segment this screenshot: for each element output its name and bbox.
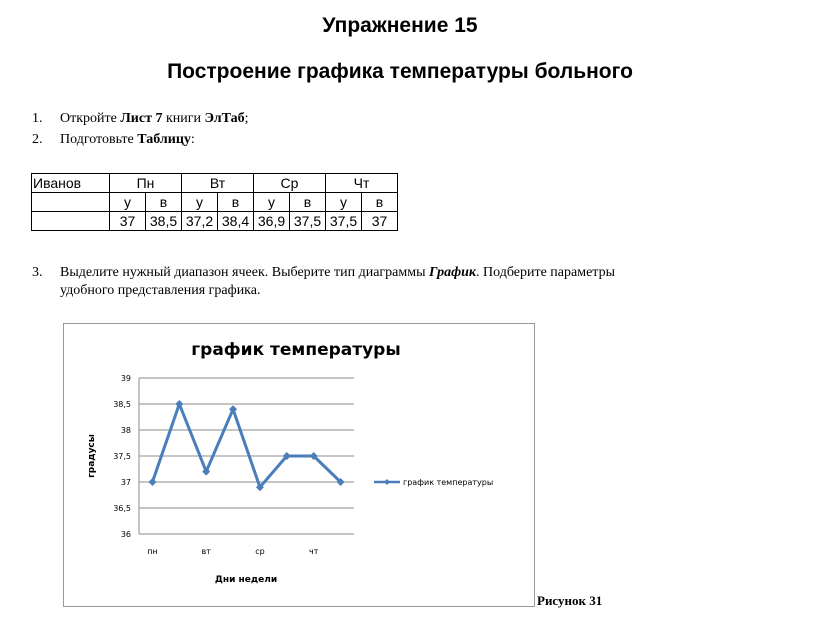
table-cell-sub: у — [110, 193, 146, 212]
step-text: книги — [162, 111, 205, 126]
table-cell-day: Пн — [110, 174, 182, 193]
table-cell-value: 38,5 — [146, 212, 182, 231]
table-row — [32, 174, 398, 193]
step-text: : — [190, 132, 195, 147]
table-cell-empty — [32, 193, 110, 212]
table-cell-sub: в — [362, 193, 398, 212]
table-cell-name: Иванов — [32, 174, 110, 193]
chart-canvas — [64, 324, 534, 606]
step-number: 3. — [32, 265, 43, 280]
temperature-table — [31, 173, 398, 231]
x-axis-title: Дни недели — [214, 575, 278, 585]
y-tick-label: 38,5 — [113, 400, 131, 409]
x-tick-label: пн — [147, 547, 158, 556]
step-2 — [32, 131, 195, 149]
legend-marker-icon — [384, 479, 390, 485]
table-cell-sub: в — [218, 193, 254, 212]
step-3 — [32, 264, 615, 300]
table-cell-value: 37,5 — [326, 212, 362, 231]
table-row — [32, 212, 398, 231]
series-line — [152, 404, 340, 487]
step-text: Подготовьте — [60, 132, 138, 147]
y-tick-label: 39 — [120, 374, 131, 383]
data-point-marker — [175, 400, 183, 408]
table-cell-day: Чт — [326, 174, 398, 193]
y-tick-label: 36,5 — [113, 504, 131, 513]
step-text: Откройте — [60, 111, 121, 126]
table-row — [32, 193, 398, 212]
step-bold: ЭлТаб — [204, 111, 245, 126]
y-tick-label: 37,5 — [113, 452, 131, 461]
temperature-chart — [63, 323, 535, 607]
step-number: 1. — [32, 111, 43, 126]
y-tick-label: 36 — [120, 530, 131, 539]
table-cell-day: Вт — [182, 174, 254, 193]
table-cell-sub: в — [146, 193, 182, 212]
y-axis-title: градусы — [87, 434, 97, 478]
x-tick-label: чт — [308, 547, 319, 556]
chart-title: график температуры — [191, 340, 401, 360]
data-point-marker — [148, 478, 156, 486]
table-cell-value: 37 — [362, 212, 398, 231]
step-1 — [32, 110, 249, 128]
step-text: Выделите нужный диапазон ячеек. Выберите тип диаграммы — [60, 265, 429, 280]
step-text: . Подберите параметры — [475, 265, 615, 280]
table-cell-value: 38,4 — [218, 212, 254, 231]
table-cell-empty — [32, 212, 110, 231]
y-tick-label: 38 — [120, 426, 131, 435]
step-number: 2. — [32, 132, 43, 147]
table-cell-value: 36,9 — [254, 212, 290, 231]
x-tick-label: ср — [255, 547, 265, 556]
table-cell-value: 37,5 — [290, 212, 326, 231]
step-bold: Лист 7 — [120, 111, 163, 126]
exercise-subtitle: Построение графика температуры больного — [167, 60, 633, 83]
step-bold: График — [429, 265, 476, 280]
table-cell-sub: у — [182, 193, 218, 212]
step-text: удобного представления графика. — [60, 283, 261, 298]
x-tick-label: вт — [201, 547, 211, 556]
step-bold: Таблицу — [137, 132, 191, 147]
y-tick-label: 37 — [120, 478, 131, 487]
legend-label: график температуры — [403, 478, 494, 487]
step-text: ; — [244, 111, 249, 126]
table-cell-sub: у — [254, 193, 290, 212]
table-cell-day: Ср — [254, 174, 326, 193]
figure-caption: Рисунок 31 — [537, 593, 603, 608]
table-cell-sub: у — [326, 193, 362, 212]
table-cell-value: 37,2 — [182, 212, 218, 231]
table-cell-sub: в — [290, 193, 326, 212]
table-cell-value: 37 — [110, 212, 146, 231]
exercise-title: Упражнение 15 — [322, 14, 478, 37]
